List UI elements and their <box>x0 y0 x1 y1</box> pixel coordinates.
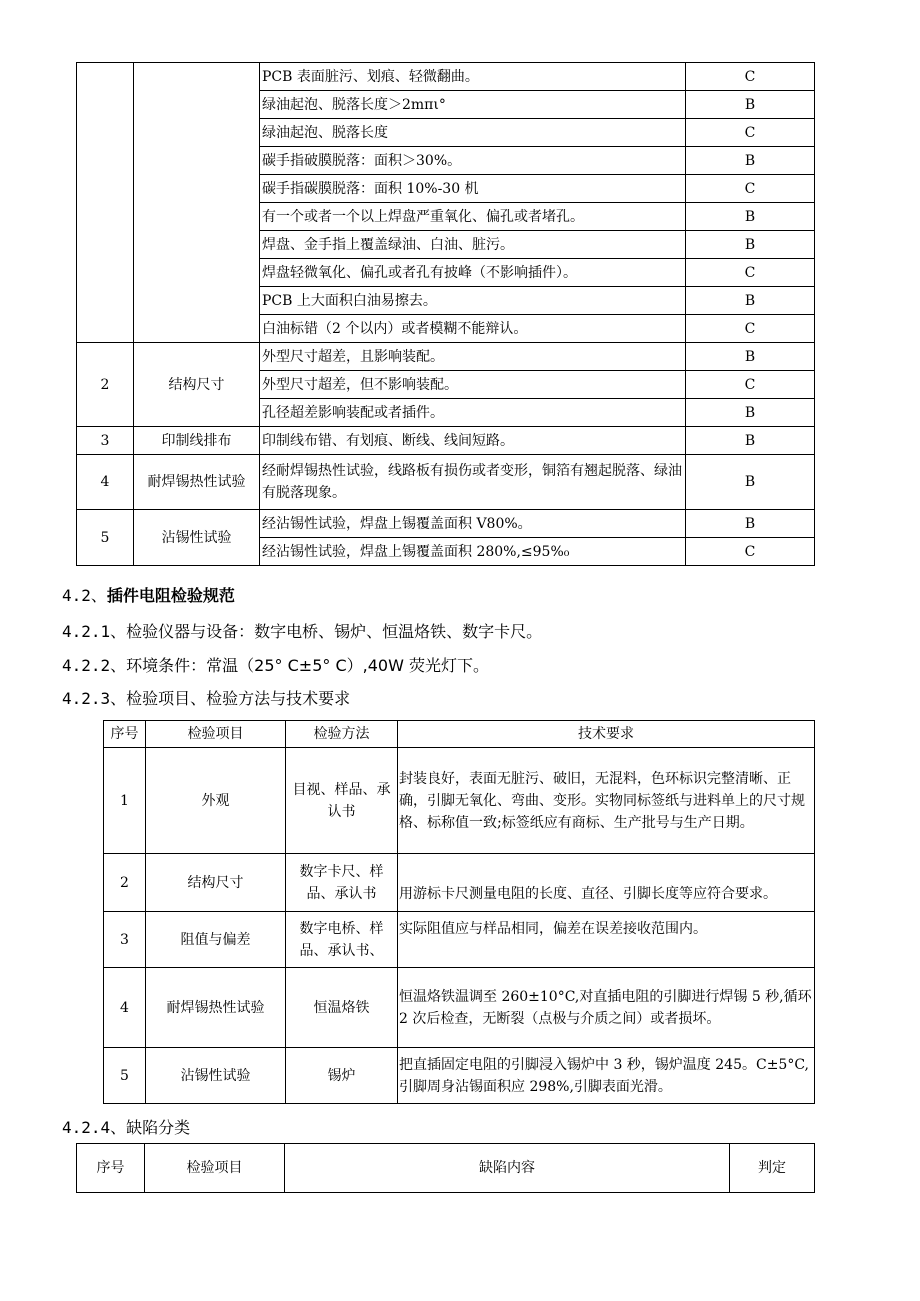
row-method: 数字卡尺、样品、承认书 <box>286 854 398 912</box>
section-number: 4.2、 <box>62 586 107 605</box>
col-header: 检验方法 <box>286 721 398 748</box>
defect-grade: C <box>686 315 815 343</box>
table-row <box>77 427 815 455</box>
defect-grade: C <box>686 259 815 287</box>
row-no: 5 <box>77 510 134 566</box>
row-item: 沾锡性试验 <box>134 510 260 566</box>
defect-grade: C <box>686 175 815 203</box>
defect-desc: 焊盘轻微氧化、偏孔或者孔有披峰（不影响插件）。 <box>260 259 686 287</box>
row-item: 耐焊锡热性试验 <box>134 455 260 510</box>
col-header: 检验项目 <box>145 1144 285 1193</box>
row-no: 4 <box>77 455 134 510</box>
defect-grade: B <box>686 91 815 119</box>
row-item: 结构尺寸 <box>146 854 286 912</box>
section-heading <box>62 585 235 607</box>
row-requirement: 封装良好，表面无脏污、破旧，无混料，色环标识完整清晰、正确，引脚无氧化、弯曲、变形。实物同标签纸与进料单上的尺寸规格、标称值一致;标签纸应有商标、生产批号与生产日期。 <box>398 748 815 854</box>
table-row <box>77 343 815 371</box>
defect-grade: C <box>686 63 815 91</box>
defect-grade: B <box>686 510 815 538</box>
defect-grade: B <box>686 147 815 175</box>
clause-text: 检验仪器与设备：数字电桥、锡炉、恒温烙铁、数字卡尺。 <box>126 622 543 641</box>
table-row <box>104 748 815 854</box>
defect-desc: 经耐焊锡热性试验，线路板有损伤或者变形，铜箔有翘起脱落、绿油有脱落现象。 <box>260 455 686 510</box>
table-header-row <box>104 721 815 748</box>
col-header: 序号 <box>104 721 146 748</box>
inspection-method-table <box>103 720 815 1104</box>
row-no <box>77 63 134 343</box>
defect-grade: C <box>686 538 815 566</box>
row-method: 锡炉 <box>286 1048 398 1104</box>
table-row <box>77 455 815 510</box>
col-header: 检验项目 <box>146 721 286 748</box>
defect-desc: 外型尺寸超差，但不影响装配。 <box>260 371 686 399</box>
section-title: 插件电阻检验规范 <box>106 586 235 605</box>
defect-desc: 绿油起泡、脱落长度 <box>260 119 686 147</box>
defect-grade: B <box>686 399 815 427</box>
defect-desc: 外型尺寸超差，且影响装配。 <box>260 343 686 371</box>
row-item: 结构尺寸 <box>134 343 260 427</box>
defect-desc: 经沾锡性试验，焊盘上锡覆盖面积 V80%。 <box>260 510 686 538</box>
defect-desc: 焊盘、金手指上覆盖绿油、白油、脏污。 <box>260 231 686 259</box>
clause-number: 4.2.3、 <box>62 689 127 708</box>
clause-number: 4.2.4、 <box>62 1118 127 1137</box>
defect-desc: 白油标错（2 个以内）或者模糊不能辩认。 <box>260 315 686 343</box>
table-row <box>104 912 815 968</box>
table-row <box>104 968 815 1048</box>
row-item: 外观 <box>146 748 286 854</box>
row-item: 阻值与偏差 <box>146 912 286 968</box>
row-no: 4 <box>104 968 146 1048</box>
row-requirement: 用游标卡尺测量电阻的长度、直径、引脚长度等应符合要求。 <box>398 854 815 912</box>
clause-text: 缺陷分类 <box>126 1118 191 1137</box>
defect-desc: 碳手指破膜脱落：面积＞30%。 <box>260 147 686 175</box>
defect-desc: 绿油起泡、脱落长度＞2mπι° <box>260 91 686 119</box>
defect-desc: PCB 上大面积白油易擦去。 <box>260 287 686 315</box>
table-row <box>77 510 815 538</box>
row-item: 印制线排布 <box>134 427 260 455</box>
row-no: 3 <box>77 427 134 455</box>
row-requirement: 把直插固定电阻的引脚浸入锡炉中 3 秒，锡炉温度 245。C±5°C,引脚周身沾锡面积应 298%,引脚表面光滑。 <box>398 1048 815 1104</box>
defect-desc: 碳手指碳膜脱落：面积 10%-30 机 <box>260 175 686 203</box>
table-header-row <box>77 1144 815 1193</box>
clause-number: 4.2.2、 <box>62 656 127 675</box>
row-item: 耐焊锡热性试验 <box>146 968 286 1048</box>
table-row <box>77 63 815 91</box>
defect-desc: 印制线布错、有划痕、断线、线间短路。 <box>260 427 686 455</box>
clause-text: 环境条件：常温（25° C±5° C）,40W 荧光灯下。 <box>126 656 489 675</box>
clause-text: 检验项目、检验方法与技术要求 <box>126 689 351 708</box>
row-no: 2 <box>77 343 134 427</box>
row-requirement: 实际阻值应与样品相同，偏差在误差接收范围内。 <box>398 912 815 968</box>
environment-line <box>62 655 489 677</box>
row-no: 2 <box>104 854 146 912</box>
defect-class-heading <box>62 1117 190 1139</box>
defect-desc: PCB 表面脏污、划痕、轻微翻曲。 <box>260 63 686 91</box>
row-method: 数字电桥、样品、承认书、 <box>286 912 398 968</box>
table-row <box>104 1048 815 1104</box>
defect-grade: B <box>686 287 815 315</box>
defect-grade: B <box>686 231 815 259</box>
row-no: 3 <box>104 912 146 968</box>
instrument-line <box>62 621 542 643</box>
defect-grade: B <box>686 427 815 455</box>
defect-desc: 有一个或者一个以上焊盘严重氧化、偏孔或者堵孔。 <box>260 203 686 231</box>
defect-grade: B <box>686 343 815 371</box>
row-method: 恒温烙铁 <box>286 968 398 1048</box>
defect-desc: 孔径超差影响装配或者插件。 <box>260 399 686 427</box>
defect-grade: B <box>686 203 815 231</box>
table-row <box>104 854 815 912</box>
defect-grade: C <box>686 371 815 399</box>
clause-number: 4.2.1、 <box>62 622 127 641</box>
pcb-defect-table <box>76 62 815 566</box>
row-no: 5 <box>104 1048 146 1104</box>
col-header: 缺陷内容 <box>285 1144 730 1193</box>
row-item: 沾锡性试验 <box>146 1048 286 1104</box>
row-method: 目视、样品、承认书 <box>286 748 398 854</box>
row-requirement: 恒温烙铁温调至 260±10°C,对直插电阻的引脚进行焊锡 5 秒,循环 2 次后检查，无断裂（点极与介质之间）或者损坏。 <box>398 968 815 1048</box>
defect-grade: C <box>686 119 815 147</box>
col-header: 序号 <box>77 1144 145 1193</box>
col-header: 技术要求 <box>398 721 815 748</box>
col-header: 判定 <box>730 1144 815 1193</box>
row-item <box>134 63 260 343</box>
items-line <box>62 688 350 710</box>
defect-desc: 经沾锡性试验，焊盘上锡覆盖面积 280%,≤95%₀ <box>260 538 686 566</box>
row-no: 1 <box>104 748 146 854</box>
defect-classification-table <box>76 1143 815 1193</box>
defect-grade: B <box>686 455 815 510</box>
